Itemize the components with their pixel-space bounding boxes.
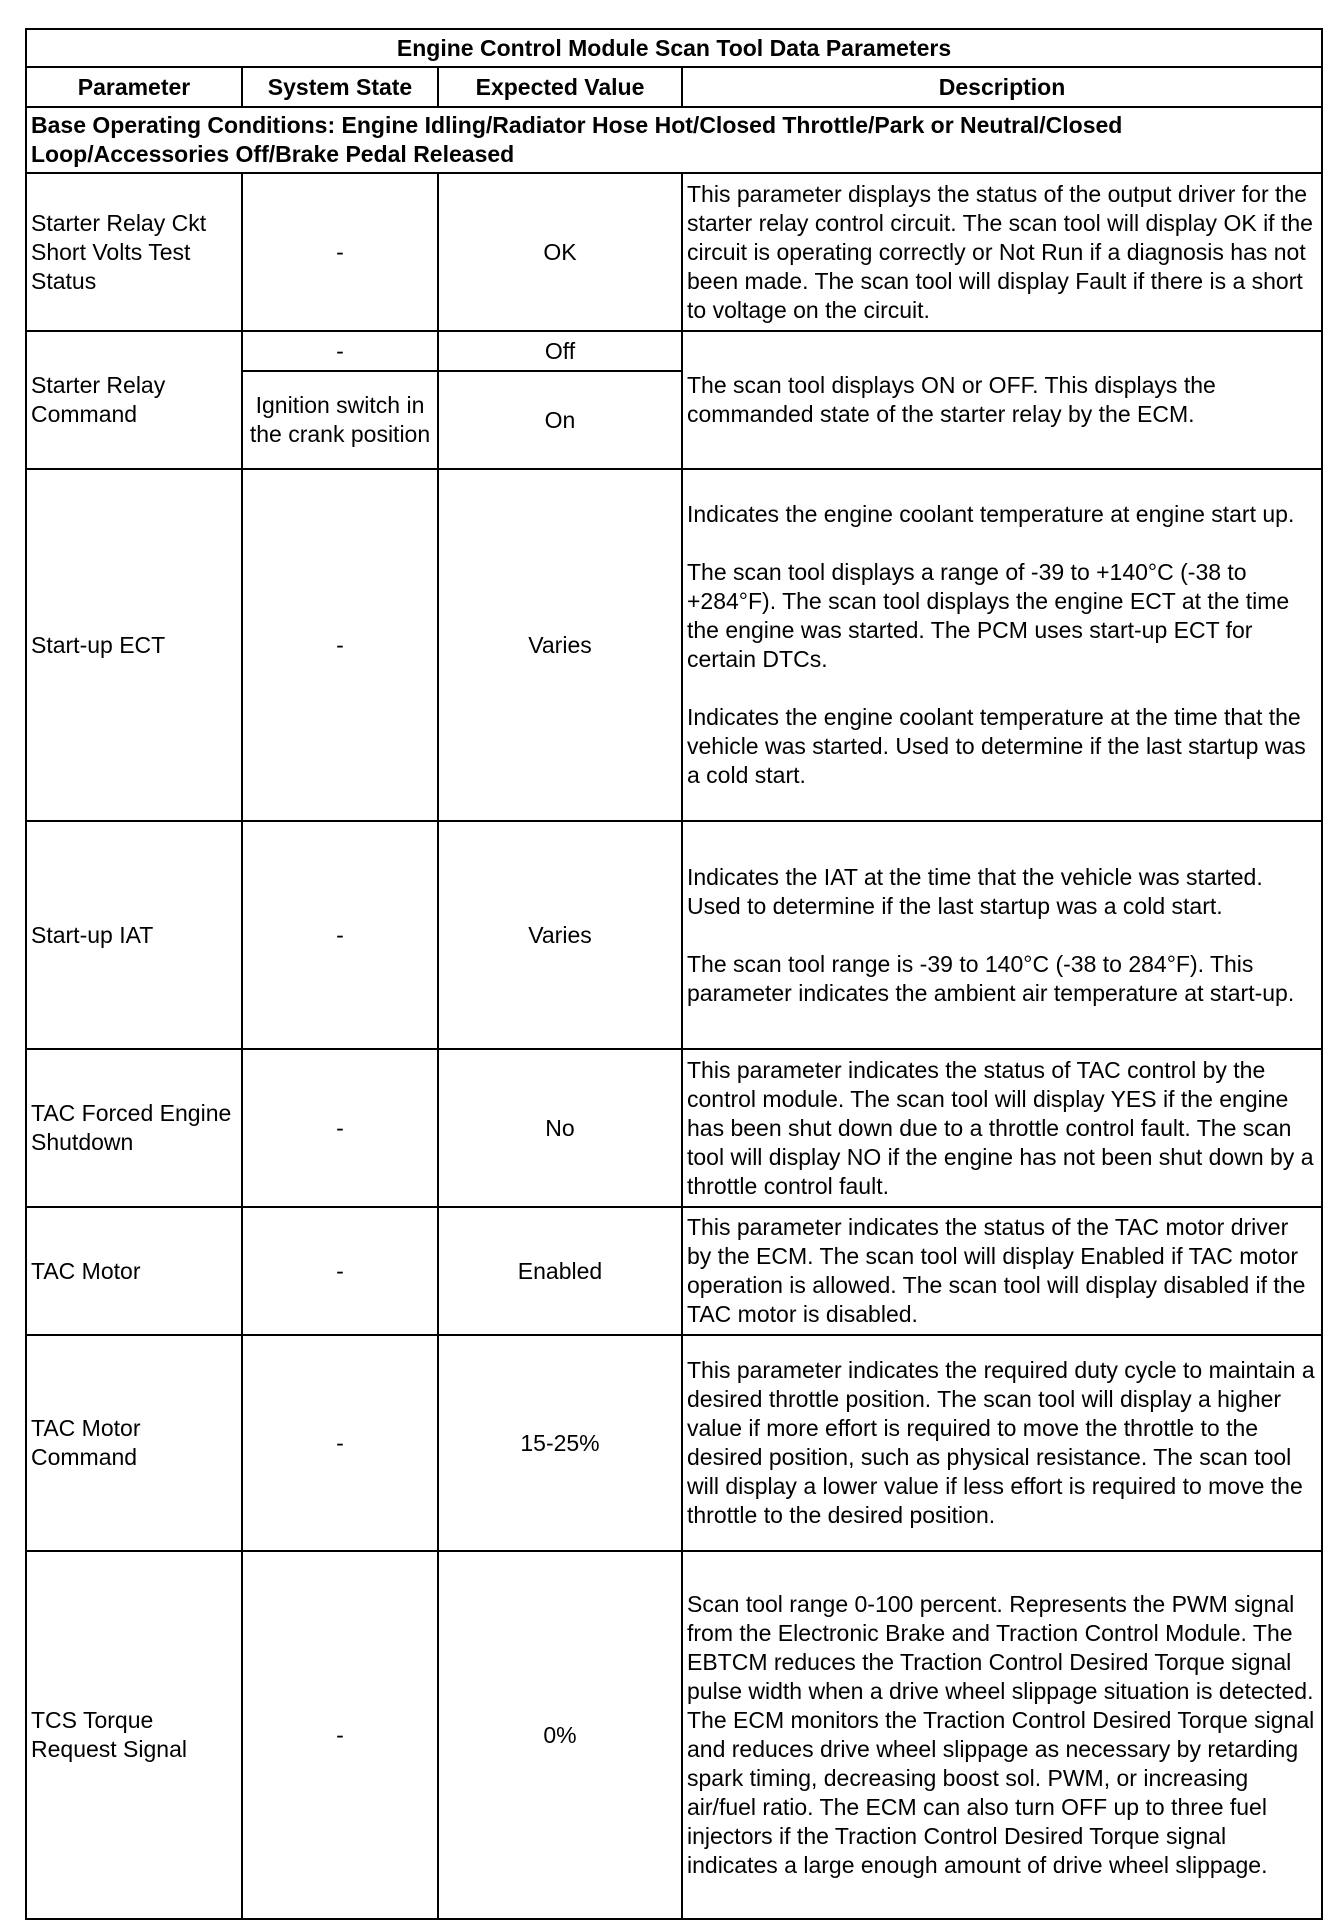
- system-state-cell: -: [242, 469, 438, 821]
- parameter-cell: Start-up ECT: [26, 469, 242, 821]
- table-row: [26, 173, 1322, 331]
- table-row: [26, 1207, 1322, 1335]
- table-row: [26, 1335, 1322, 1551]
- system-state-cell: -: [242, 1049, 438, 1207]
- table-row: [26, 1551, 1322, 1919]
- system-state-cell: -: [242, 331, 438, 371]
- description-text: This parameter indicates the status of TAC control by the control module. The scan tool will display YES if the engine has been shut down due to a throttle control fault. The scan tool will display NO if the engine has not been shut down by a throttle control fault.: [687, 1056, 1314, 1199]
- parameter-cell: TAC Motor: [26, 1207, 242, 1335]
- header-parameter: Parameter: [26, 67, 242, 107]
- expected-value-cell: On: [438, 371, 682, 469]
- system-state-cell: -: [242, 1335, 438, 1551]
- table-row: [26, 1049, 1322, 1207]
- header-row: [26, 67, 1322, 107]
- expected-value-cell: OK: [438, 173, 682, 331]
- description-cell: [682, 173, 1322, 331]
- description-text: The scan tool displays a range of -39 to +140°C (-38 to +284°F). The scan tool displays the engine ECT at the time the engine was started. The PCM uses start-up ECT for certain DTCs.: [687, 559, 1290, 672]
- expected-value-cell: No: [438, 1049, 682, 1207]
- description-text: Scan tool range 0-100 percent. Represents the PWM signal from the Electronic Brake and Traction Control Module. The EBTCM reduces the Traction Control Desired Torque signal pulse width when a drive wheel slippage situation is detected. The ECM monitors the Traction Control Desired Torque signal and reduces drive wheel slippage as necessary by retarding spark timing, decreasing boost sol. PWM, or increasing air/fuel ratio. The ECM can also turn OFF up to three fuel injectors if the Traction Control Desired Torque signal indicates a large enough amount of drive wheel slippage.: [687, 1591, 1315, 1878]
- parameter-cell: Starter Relay Command: [26, 331, 242, 469]
- expected-value-cell: Varies: [438, 469, 682, 821]
- title-row: [26, 29, 1322, 67]
- description-cell: [682, 1207, 1322, 1335]
- header-expected-value: Expected Value: [438, 67, 682, 107]
- system-state-cell: -: [242, 821, 438, 1049]
- description-cell: [682, 1551, 1322, 1919]
- header-description: Description: [682, 67, 1322, 107]
- system-state-cell: -: [242, 1207, 438, 1335]
- table-row: [26, 331, 1322, 371]
- table-row: [26, 821, 1322, 1049]
- parameter-cell: TCS Torque Request Signal: [26, 1551, 242, 1919]
- description-text: The scan tool range is -39 to 140°C (-38 to 284°F). This parameter indicates the ambient air temperature at start-up.: [687, 950, 1295, 1006]
- system-state-cell: -: [242, 173, 438, 331]
- parameter-cell: TAC Forced Engine Shutdown: [26, 1049, 242, 1207]
- description-text: Indicates the IAT at the time that the vehicle was started. Used to determine if the last startup was a cold start.: [687, 863, 1263, 919]
- description-cell: [682, 1049, 1322, 1207]
- scan-tool-data-table: [25, 28, 1323, 1920]
- system-state-cell: Ignition switch in the crank position: [242, 371, 438, 469]
- table-row: [26, 469, 1322, 821]
- parameter-cell: TAC Motor Command: [26, 1335, 242, 1551]
- table-title: Engine Control Module Scan Tool Data Parameters: [26, 29, 1322, 67]
- description-text: Indicates the engine coolant temperature at engine start up.: [687, 501, 1295, 527]
- description-text: This parameter indicates the status of the TAC motor driver by the ECM. The scan tool will display Enabled if TAC motor operation is allowed. The scan tool will display disabled if the TAC motor is disabled.: [687, 1214, 1306, 1327]
- description-text: Indicates the engine coolant temperature at the time that the vehicle was started. Used to determine if the last startup was a cold start.: [687, 704, 1306, 788]
- expected-value-cell: Varies: [438, 821, 682, 1049]
- parameter-cell: Start-up IAT: [26, 821, 242, 1049]
- conditions-row: [26, 107, 1322, 173]
- description-cell: [682, 331, 1322, 469]
- description-text: The scan tool displays ON or OFF. This displays the commanded state of the starter relay by the ECM.: [687, 372, 1216, 427]
- expected-value-cell: 0%: [438, 1551, 682, 1919]
- expected-value-cell: Enabled: [438, 1207, 682, 1335]
- expected-value-cell: 15-25%: [438, 1335, 682, 1551]
- description-text: This parameter indicates the required duty cycle to maintain a desired throttle position. The scan tool will display a higher value if more effort is required to move the throttle to the desired position, such as physical resistance. The scan tool will display a lower value if less effort is required to move the throttle to the desired position.: [687, 1357, 1315, 1528]
- description-text: This parameter displays the status of the output driver for the starter relay control circuit. The scan tool will display OK if the circuit is operating correctly or Not Run if a diagnosis has not been made. The scan tool will display Fault if there is a short to voltage on the circuit.: [687, 180, 1313, 323]
- description-cell: [682, 1335, 1322, 1551]
- base-operating-conditions: Base Operating Conditions: Engine Idling/Radiator Hose Hot/Closed Throttle/Park or Neutral/Closed Loop/Accessories Off/Brake Pedal Released: [26, 107, 1322, 173]
- description-cell: [682, 469, 1322, 821]
- parameter-cell: Starter Relay Ckt Short Volts Test Status: [26, 173, 242, 331]
- expected-value-cell: Off: [438, 331, 682, 371]
- system-state-cell: -: [242, 1551, 438, 1919]
- description-cell: [682, 821, 1322, 1049]
- header-system-state: System State: [242, 67, 438, 107]
